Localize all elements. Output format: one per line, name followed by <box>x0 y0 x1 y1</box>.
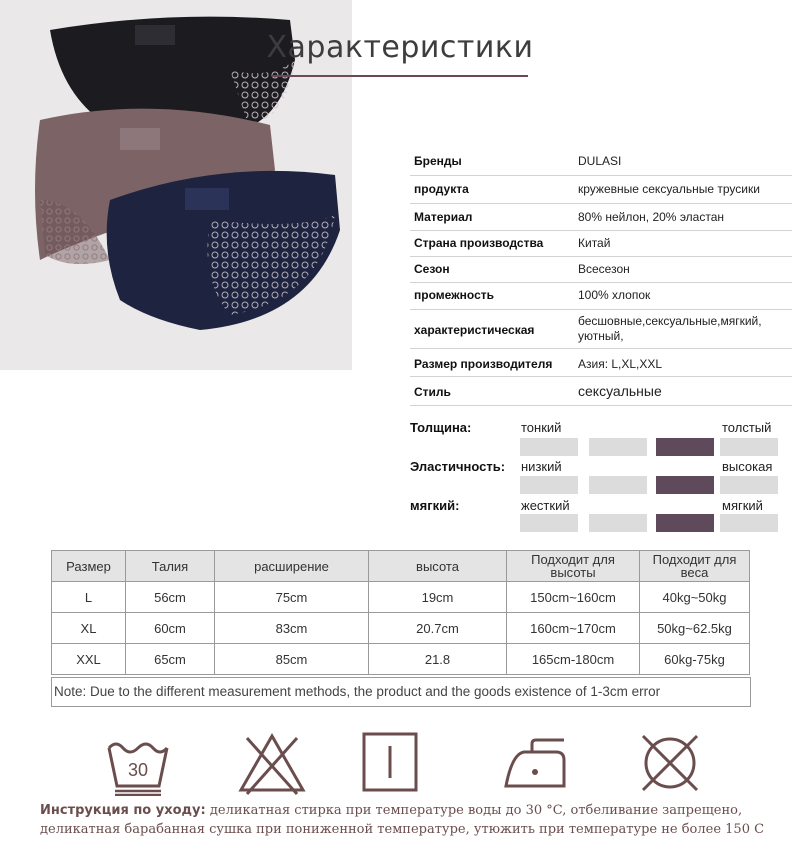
scale-high-label: толстый <box>722 420 772 435</box>
iron-low-icon <box>502 730 572 796</box>
table-cell: 60cm <box>126 613 215 644</box>
scale-high-label: мягкий <box>722 498 763 513</box>
column-header: Талия <box>126 551 215 582</box>
scale-low-label: жесткий <box>521 498 570 513</box>
scale-segment <box>720 476 778 494</box>
care-title: Инструкция по уходу: <box>40 803 206 818</box>
table-cell: 75cm <box>215 582 369 613</box>
do-not-dry-clean-icon <box>635 730 705 796</box>
scale-segment <box>720 514 778 532</box>
table-cell: 19cm <box>369 582 507 613</box>
column-header: Размер <box>52 551 126 582</box>
spec-value: сексуальные <box>578 383 662 399</box>
scale-low-label: тонкий <box>521 420 562 435</box>
table-row <box>52 613 750 644</box>
spec-row <box>410 283 792 310</box>
spec-value: Азия: L,XL,XXL <box>578 357 663 371</box>
table-cell: XL <box>52 613 126 644</box>
table-cell: XXL <box>52 644 126 675</box>
scale-segment <box>589 476 647 494</box>
scale-segment <box>520 476 578 494</box>
table-cell: L <box>52 582 126 613</box>
spec-value: кружевные сексуальные трусики <box>578 182 760 196</box>
spec-row <box>410 349 792 377</box>
spec-row <box>410 204 792 231</box>
scale-label: Эластичность: <box>410 459 506 474</box>
scale-segment <box>589 514 647 532</box>
spec-key: характеристическая <box>414 323 535 337</box>
care-text-2: деликатная барабанная сушка при пониженной температуре, утюжить при температуре не более 150 С <box>40 822 765 837</box>
table-cell: 83cm <box>215 613 369 644</box>
spec-key: Сезон <box>414 262 450 276</box>
scale-segment-selected <box>656 476 714 494</box>
spec-row <box>410 148 792 176</box>
table-cell: 165cm-180cm <box>507 644 640 675</box>
scale-segment <box>720 438 778 456</box>
page-title: Характеристики <box>266 30 534 65</box>
spec-row <box>410 377 792 406</box>
do-not-bleach-icon <box>237 730 307 796</box>
column-header: Подходит для веса <box>640 551 750 582</box>
spec-value: Всесезон <box>578 262 630 276</box>
spec-key: Материал <box>414 210 473 224</box>
scale-label: Толщина: <box>410 420 472 435</box>
size-note: Note: Due to the different measurement methods, the product and the goods existence of 1-3cm error <box>51 677 751 707</box>
spec-value: 80% нейлон, 20% эластан <box>578 210 725 224</box>
table-cell: 65cm <box>126 644 215 675</box>
table-cell: 150cm~160cm <box>507 582 640 613</box>
table-cell: 60kg-75kg <box>640 644 750 675</box>
spec-key: Бренды <box>414 154 462 168</box>
spec-row <box>410 257 792 283</box>
scale-segment <box>520 514 578 532</box>
spec-row <box>410 231 792 257</box>
spec-value: 100% хлопок <box>578 288 651 302</box>
spec-row <box>410 176 792 204</box>
size-table <box>51 550 750 675</box>
scale-high-label: высокая <box>722 459 773 474</box>
spec-value: Китай <box>578 236 611 250</box>
column-header: расширение <box>215 551 369 582</box>
table-cell: 40kg~50kg <box>640 582 750 613</box>
spec-key: Стиль <box>414 385 451 399</box>
spec-value: бесшовные,сексуальные,мягкий, уютный, <box>578 314 762 343</box>
column-header: Подходит для высоты <box>507 551 640 582</box>
wash-30-gentle-icon <box>103 730 173 796</box>
table-cell: 160cm~170cm <box>507 613 640 644</box>
wash-temperature-label: 30 <box>127 760 149 780</box>
spec-row <box>410 310 792 349</box>
care-line-1 <box>40 801 780 820</box>
tumble-dry-low-icon <box>356 730 426 796</box>
scale-segment-selected <box>656 514 714 532</box>
table-row <box>52 644 750 675</box>
table-cell: 20.7cm <box>369 613 507 644</box>
scale-segment-selected <box>656 438 714 456</box>
care-text-1: деликатная стирка при температуре воды до 30 °C, отбеливание запрещено, <box>209 803 743 818</box>
table-cell: 21.8 <box>369 644 507 675</box>
care-instructions <box>40 801 780 839</box>
table-cell: 50kg~62.5kg <box>640 613 750 644</box>
spec-key: промежность <box>414 288 494 302</box>
table-header-row <box>52 551 750 582</box>
spec-key: продукта <box>414 182 469 196</box>
spec-value: DULASI <box>578 154 622 168</box>
table-cell: 85cm <box>215 644 369 675</box>
scale-segment <box>589 438 647 456</box>
scale-label: мягкий: <box>410 498 460 513</box>
table-cell: 56cm <box>126 582 215 613</box>
title-underline <box>272 75 528 77</box>
spec-key: Размер производителя <box>414 357 553 371</box>
column-header: высота <box>369 551 507 582</box>
scale-segment <box>520 438 578 456</box>
spec-key: Страна производства <box>414 236 544 250</box>
scale-low-label: низкий <box>521 459 562 474</box>
table-row <box>52 582 750 613</box>
